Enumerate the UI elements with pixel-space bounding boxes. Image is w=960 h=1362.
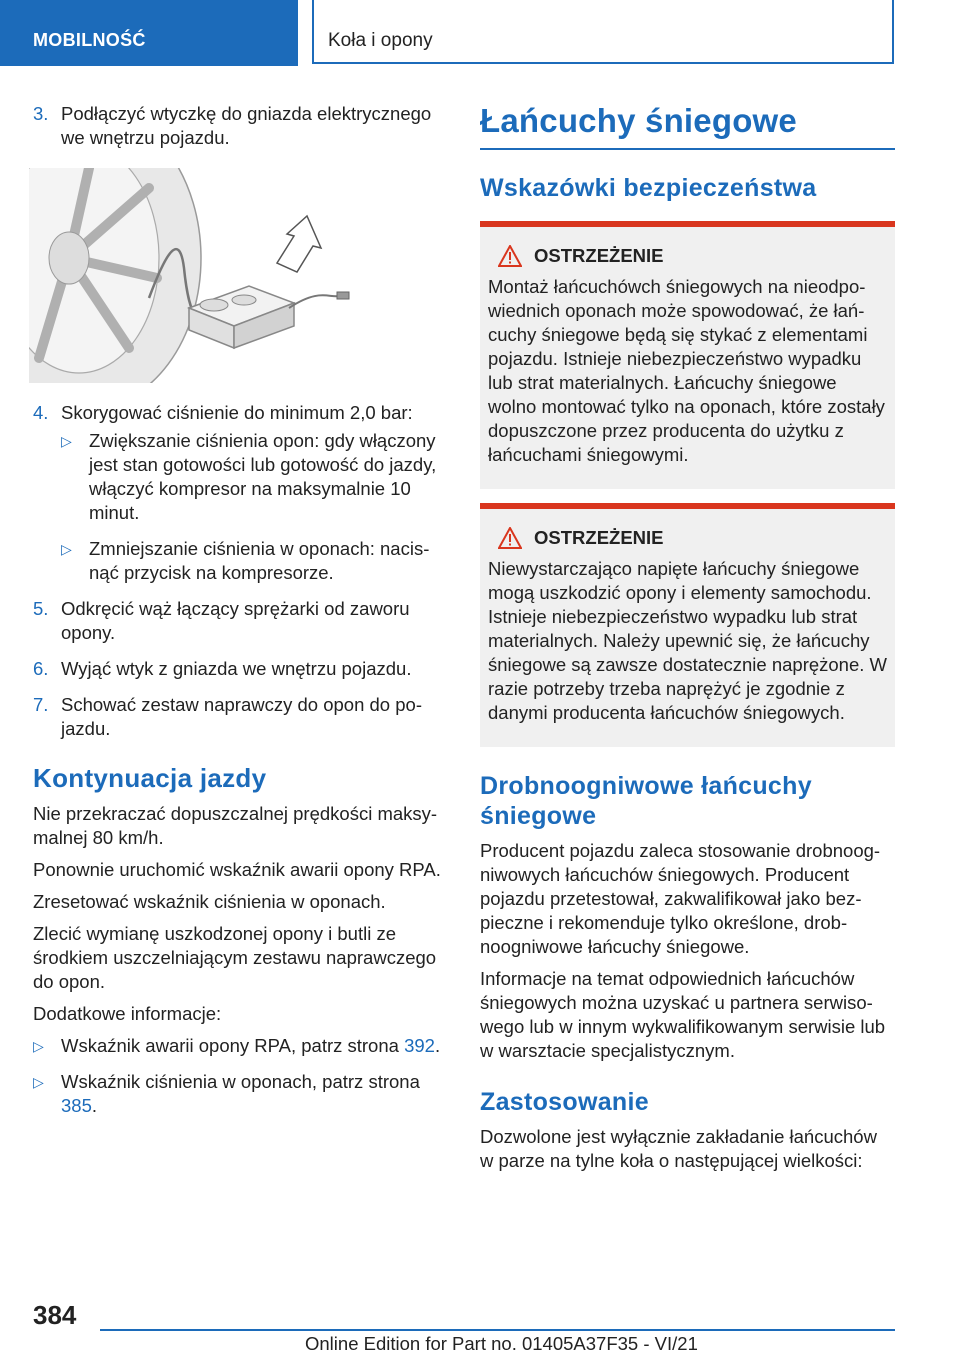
warning-triangle-icon xyxy=(498,245,522,267)
step-text: Odkręcić wąż łączący sprężarki od zaworu opony. xyxy=(61,598,410,643)
step-text: Skorygować ciśnienie do minimum 2,0 bar: xyxy=(61,402,413,423)
warning-label: OSTRZEŻENIE xyxy=(534,245,664,266)
continue-heading: Kontynuacja jazdy xyxy=(33,763,267,793)
warning-box xyxy=(480,503,895,747)
step-number: 6. xyxy=(33,658,49,679)
warning-text: Niewystarczająco napięte łańcuchy śniegowe mogą uszkodzić opony i elementy samochodu. Istnieje niebezpieczeństwo wypadku lub strat materialnych. Należy upewnić się, że łańcuchy śniegowe są zawsze dostatecznie naprężone. W razie potrzeby trzeba naprężyć je zgodnie z danymi producenta łańcuchów śniegowych. xyxy=(488,558,887,723)
left-column xyxy=(33,102,448,1130)
triangle-bullet-icon: ▷ xyxy=(61,433,72,449)
warning-title xyxy=(488,245,887,267)
reference-item xyxy=(33,1070,448,1118)
sub-item-text: Zmniejszanie ciśnienia w oponach: nacisnąć przycisk na kompresorze. xyxy=(89,538,430,583)
warning-title xyxy=(488,527,887,549)
fine-chains-heading: Drobnoogniwowe łańcuchy śniegowe xyxy=(480,772,812,830)
paragraph: Nie przekraczać dopuszczalnej prędkości maksymalnej 80 km/h. xyxy=(33,803,438,848)
reference-text: Wskaźnik awarii opony RPA, patrz strona xyxy=(61,1035,405,1056)
right-column xyxy=(480,102,895,1181)
page-link-385[interactable]: 385 xyxy=(61,1095,92,1116)
step-5 xyxy=(33,597,448,645)
section-title: MOBILNOŚĆ xyxy=(33,30,146,50)
step-number: 7. xyxy=(33,694,49,715)
step-text: Wyjąć wtyk z gniazda we wnętrzu pojazdu. xyxy=(61,658,412,679)
triangle-bullet-icon: ▷ xyxy=(61,541,72,557)
page-number: 384 xyxy=(33,1300,77,1330)
paragraph: Zlecić wymianę uszkodzonej opony i butli ze środkiem uszczelniającym zestawu naprawczego do opon. xyxy=(33,923,437,992)
warning-text: Montaż łańcuchówch śniegowych na nieodpowiednich oponach może spowodować, że łańcuchy śniegowe będą się stykać z elementami pojazdu. Istnieje niebezpieczeństwo wypadku lub strat materialnych. Łańcuchy śniegowe wolno montować tylko na oponach, które zostały dopuszczone przez producenta do użytku z łańcuchami śniegowymi. xyxy=(488,276,885,465)
tire-compressor-image xyxy=(29,168,444,383)
sub-item xyxy=(61,537,448,585)
page-link-392[interactable]: 392 xyxy=(404,1035,435,1056)
step-text: Podłączyć wtyczkę do gniazda elektrycznego we wnętrzu pojazdu. xyxy=(61,103,432,148)
warning-triangle-icon xyxy=(498,527,522,549)
step-number: 4. xyxy=(33,402,49,423)
reference-text: Wskaźnik ciśnienia w oponach, patrz strona xyxy=(61,1071,420,1092)
safety-heading: Wskazówki bezpieczeństwa xyxy=(480,174,817,202)
chapter-title: Koła i opony xyxy=(328,30,433,51)
paragraph: Producent pojazdu zaleca stosowanie drobnoogniwowych łańcuchów śniegowych. Producent pojazdu przetestował, zakwalifikował jako bezpieczne i rekomenduje tylko określone, drobnoogniwowe łańcuchy śniegowe. xyxy=(480,840,881,957)
warning-label: OSTRZEŻENIE xyxy=(534,527,664,548)
sub-item xyxy=(61,429,448,525)
triangle-bullet-icon: ▷ xyxy=(33,1074,44,1090)
reference-end: . xyxy=(434,1035,441,1056)
paragraph: Zresetować wskaźnik ciśnienia w oponach. xyxy=(33,891,386,912)
chapter-header xyxy=(312,0,894,64)
paragraph: Dodatkowe informacje: xyxy=(33,1003,222,1024)
reference-end: . xyxy=(91,1095,98,1116)
step-number: 5. xyxy=(33,598,49,619)
step-text: Schować zestaw naprawczy do opon do pojazdu. xyxy=(61,694,422,739)
footer-edition: Online Edition for Part no. 01405A37F35 - VI/21 xyxy=(305,1333,698,1354)
sub-item-text: Zwiększanie ciśnienia opon: gdy włączony jest stan gotowości lub gotowość do jazdy, włączyć kompresor na maksymalnie 10 minut. xyxy=(89,430,437,523)
step-number: 3. xyxy=(33,103,49,124)
footer-divider xyxy=(100,1329,895,1331)
reference-item xyxy=(33,1034,448,1058)
section-tab xyxy=(0,0,298,66)
triangle-bullet-icon: ▷ xyxy=(33,1038,44,1054)
usage-heading: Zastosowanie xyxy=(480,1088,649,1116)
page-title: Łańcuchy śniegowe xyxy=(480,102,895,150)
warning-box xyxy=(480,221,895,489)
step-4 xyxy=(33,401,448,585)
step-3 xyxy=(33,102,448,150)
step-7 xyxy=(33,693,448,741)
compressor-illustration xyxy=(29,168,444,383)
paragraph: Ponownie uruchomić wskaźnik awarii opony RPA. xyxy=(33,859,441,880)
paragraph: Informacje na temat odpowiednich łańcuchów śniegowych można uzyskać u partnera serwisowego lub w innym wykwalifikowanym serwisie lub w warsztacie specjalistycznym. xyxy=(480,968,886,1061)
paragraph: Dozwolone jest wyłącznie zakładanie łańcuchów w parze na tylne koła o następującej wielkości: xyxy=(480,1126,877,1171)
step-6 xyxy=(33,657,448,681)
